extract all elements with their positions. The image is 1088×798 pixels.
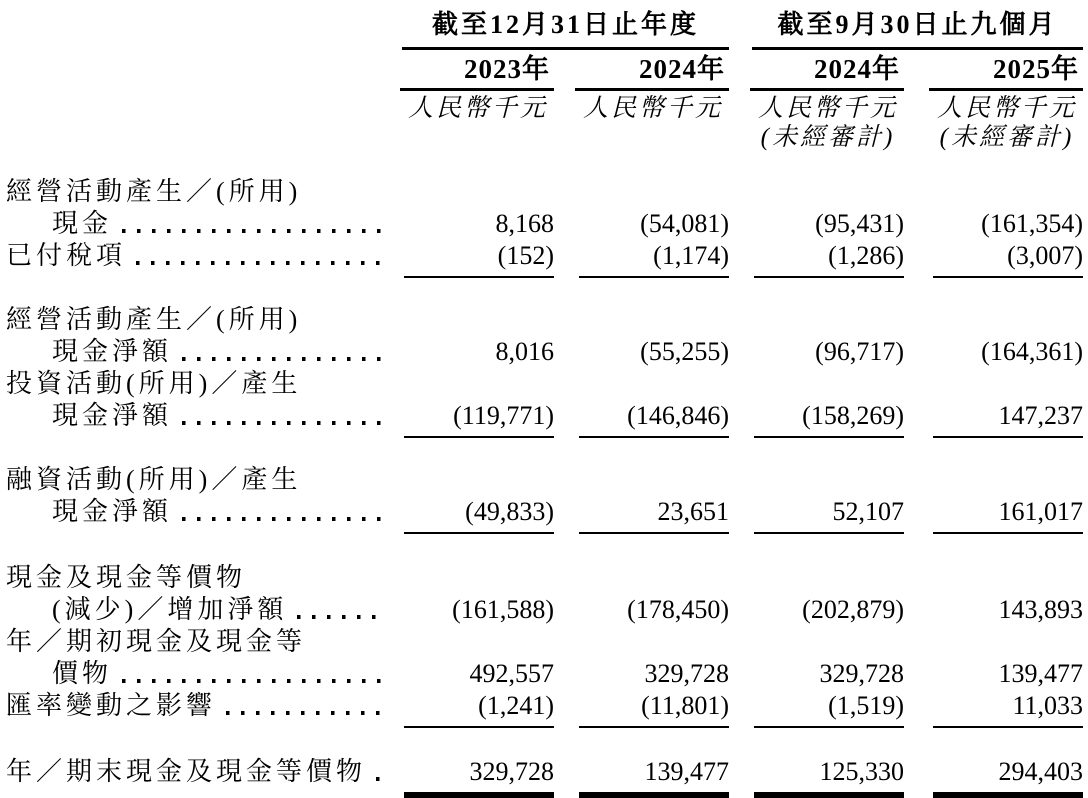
- col-group-interim-header: 截至9月30日止九個月: [752, 10, 1083, 50]
- row-label: [6, 626, 390, 658]
- value-cell: 52,107: [832, 497, 904, 526]
- column-underline: [754, 532, 904, 534]
- column-underline: [579, 436, 729, 438]
- value-cell: (95,431): [815, 209, 904, 238]
- value-cell: (3,007): [1007, 241, 1083, 270]
- table-row: [6, 208, 1088, 240]
- total-rule-row: [6, 792, 1088, 798]
- value-cell: (158,269): [802, 401, 904, 430]
- column-underline: [579, 276, 729, 278]
- unit-label: 人民幣千元: [582, 95, 723, 122]
- value-cell: 492,557: [469, 659, 554, 688]
- value-cell: 139,477: [644, 757, 729, 786]
- row-label: [6, 496, 390, 528]
- row-label: [6, 368, 390, 400]
- unit-row: [6, 94, 1088, 123]
- column-underline: [754, 726, 904, 728]
- value-cell: (161,588): [452, 595, 554, 624]
- table-row: [6, 594, 1088, 626]
- value-cell: (178,450): [627, 595, 729, 624]
- row-label: [6, 756, 390, 788]
- row-label-text: 匯率變動之影響: [6, 691, 217, 720]
- row-label-text: 已付稅項: [6, 241, 127, 270]
- value-cell: (54,081): [640, 209, 729, 238]
- column-underline: [404, 726, 554, 728]
- row-label: [6, 690, 390, 722]
- table-row: [6, 562, 1088, 594]
- dot-leader: [122, 229, 384, 233]
- value-cell: 23,651: [657, 497, 729, 526]
- table-row: [6, 496, 1088, 528]
- dot-leader: [226, 711, 384, 715]
- column-group-header-row: [6, 10, 1088, 50]
- table-row: [6, 690, 1088, 722]
- row-label-text: 現金: [52, 209, 113, 238]
- column-underline: [933, 726, 1083, 728]
- row-label: [6, 400, 390, 432]
- table-row: [6, 658, 1088, 690]
- value-cell: 8,016: [495, 337, 554, 366]
- value-cell: (152): [497, 241, 554, 270]
- value-cell: 8,168: [495, 209, 554, 238]
- double-underline: [404, 792, 554, 798]
- value-cell: (202,879): [802, 595, 904, 624]
- double-underline: [754, 792, 904, 798]
- row-label: [6, 336, 390, 368]
- row-label: [6, 208, 390, 240]
- row-label: [6, 176, 390, 208]
- value-cell: (1,174): [653, 241, 729, 270]
- value-cell: (161,354): [981, 209, 1083, 238]
- row-label: [6, 658, 390, 690]
- value-cell: 329,728: [644, 659, 729, 688]
- value-cell: (49,833): [465, 497, 554, 526]
- value-cell: 139,477: [998, 659, 1083, 688]
- unit-label: 人民幣千元: [757, 95, 898, 122]
- row-label: [6, 562, 390, 594]
- unaudited-label: (未經審計): [939, 124, 1075, 151]
- col-header-2024-annual: 2024年: [575, 55, 729, 91]
- value-cell: (146,846): [627, 401, 729, 430]
- row-label: [6, 240, 390, 272]
- column-underline: [404, 532, 554, 534]
- value-cell: (1,519): [828, 691, 904, 720]
- row-label-text: 價物: [52, 659, 113, 688]
- column-underline: [579, 532, 729, 534]
- unit-label: 人民幣千元: [407, 95, 548, 122]
- value-cell: (11,801): [641, 691, 729, 720]
- table-row-total: [6, 756, 1088, 788]
- table-row: [6, 626, 1088, 658]
- table-row: [6, 304, 1088, 336]
- col-group-annual-header: 截至12月31日止年度: [402, 10, 729, 50]
- dot-leader: [136, 261, 384, 265]
- dot-leader: [182, 357, 384, 361]
- value-cell: 329,728: [819, 659, 904, 688]
- row-label-text: 經營活動產生／(所用): [6, 177, 302, 206]
- row-label: [6, 594, 390, 626]
- row-label-text: 現金淨額: [52, 337, 173, 366]
- row-label-text: 現金及現金等價物: [6, 563, 247, 592]
- table-row: [6, 240, 1088, 272]
- column-underline: [404, 436, 554, 438]
- row-label-text: 年／期初現金及現金等: [6, 627, 307, 656]
- column-underline: [933, 532, 1083, 534]
- table-row: [6, 368, 1088, 400]
- col-header-2023: 2023年: [400, 55, 554, 91]
- row-label-text: 年／期末現金及現金等價物: [6, 757, 367, 786]
- value-cell: 329,728: [469, 757, 554, 786]
- year-header-row: [6, 55, 1088, 91]
- dot-leader: [297, 615, 384, 619]
- value-cell: (164,361): [981, 337, 1083, 366]
- value-cell: 161,017: [998, 497, 1083, 526]
- unaudited-label: (未經審計): [760, 124, 896, 151]
- column-underline: [754, 276, 904, 278]
- unaudited-row: [6, 123, 1088, 152]
- value-cell: 147,237: [998, 401, 1083, 430]
- table-row: [6, 464, 1088, 496]
- column-underline: [933, 436, 1083, 438]
- value-cell: (96,717): [815, 337, 904, 366]
- column-underline: [579, 726, 729, 728]
- row-label-text: 現金淨額: [52, 497, 173, 526]
- table-row: [6, 400, 1088, 432]
- col-header-2025: 2025年: [929, 55, 1083, 91]
- row-label-text: 經營活動產生／(所用): [6, 305, 302, 334]
- table-row: [6, 336, 1088, 368]
- row-label-text: 投資活動(所用)／產生: [6, 369, 302, 398]
- dot-leader: [182, 517, 384, 521]
- value-cell: (119,771): [453, 401, 554, 430]
- value-cell: 11,033: [1012, 691, 1083, 720]
- value-cell: (1,286): [828, 241, 904, 270]
- unit-label: 人民幣千元: [936, 95, 1077, 122]
- value-cell: 125,330: [819, 757, 904, 786]
- row-label-text: (減少)／增加淨額: [52, 595, 288, 624]
- col-header-2024-interim: 2024年: [750, 55, 904, 91]
- dot-leader: [182, 421, 384, 425]
- row-label: [6, 464, 390, 496]
- value-cell: 294,403: [998, 757, 1083, 786]
- value-cell: 143,893: [998, 595, 1083, 624]
- table-row: [6, 176, 1088, 208]
- row-label-text: 融資活動(所用)／產生: [6, 465, 302, 494]
- dot-leader: [376, 777, 384, 781]
- column-underline: [933, 276, 1083, 278]
- column-underline: [404, 276, 554, 278]
- row-label: [6, 304, 390, 336]
- value-cell: (55,255): [640, 337, 729, 366]
- double-underline: [933, 792, 1083, 798]
- row-label-text: 現金淨額: [52, 401, 173, 430]
- double-underline: [579, 792, 729, 798]
- dot-leader: [122, 679, 384, 683]
- column-underline: [754, 436, 904, 438]
- value-cell: (1,241): [478, 691, 554, 720]
